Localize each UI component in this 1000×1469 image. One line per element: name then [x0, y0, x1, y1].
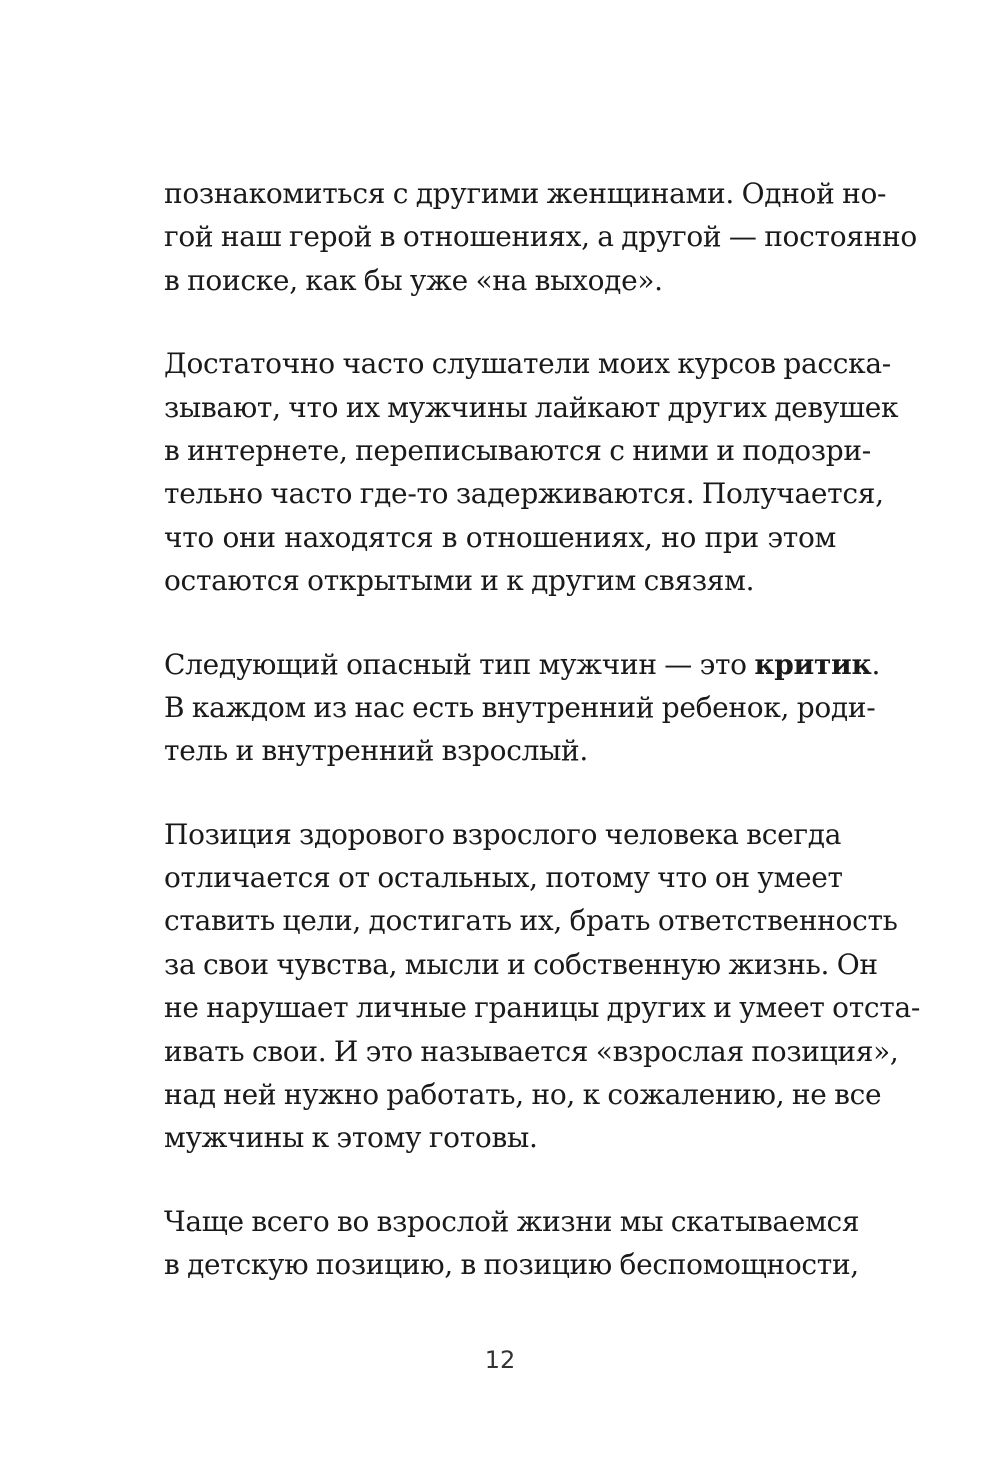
text-run: Следующий опасный тип мужчин — это — [164, 647, 755, 681]
text-line: ставить цели, достигать их, брать ответственность — [164, 904, 898, 938]
text-line: познакомиться с другими женщинами. Одной но- — [164, 177, 887, 210]
text-run: . — [871, 647, 881, 681]
text-line: Позиция здорового взрослого человека всегда — [164, 817, 842, 851]
text-line: Чаще всего во взрослой жизни мы скатываемся — [164, 1204, 860, 1238]
text-line: в интернете, переписываются с ними и подозри- — [164, 433, 871, 467]
paragraph-5 — [164, 1200, 860, 1287]
text-line: гой наш герой в отношениях, а другой — постоянно — [164, 220, 917, 254]
page-number: 12 — [484, 1346, 516, 1374]
text-line: тель и внутренний взрослый. — [164, 734, 589, 768]
text-line: не нарушает личные границы других и умеет отста- — [164, 991, 921, 1025]
text-line: отличается от остальных, потому что он умеет — [164, 861, 843, 895]
text-line: в поиске, как бы уже «на выходе». — [164, 263, 663, 297]
text-line: мужчины к этому готовы. — [164, 1121, 538, 1155]
bold-term: критик — [754, 647, 872, 681]
paragraph-2 — [164, 342, 899, 602]
paragraph-4 — [164, 813, 921, 1160]
text-line: остаются открытыми и к другим связям. — [164, 564, 755, 598]
text-line: В каждом из нас есть внутренний ребенок, роди- — [164, 690, 876, 724]
page-body — [164, 172, 921, 1327]
text-line: за свои чувства, мысли и собственную жизнь. Он — [164, 947, 878, 981]
text-line: над ней нужно работать, но, к сожалению, не все — [164, 1078, 882, 1112]
text-line: что они находятся в отношениях, но при этом — [164, 520, 836, 554]
text-line — [164, 643, 881, 686]
text-line: зывают, что их мужчины лайкают других девушек — [164, 390, 899, 424]
paragraph-1 — [164, 172, 917, 302]
paragraph-3 — [164, 643, 881, 773]
text-line: Достаточно часто слушатели моих курсов расска- — [164, 347, 891, 381]
text-line: тельно часто где-то задерживаются. Получается, — [164, 477, 884, 511]
text-line: в детскую позицию, в позицию беспомощности, — [164, 1248, 859, 1282]
text-line: ивать свои. И это называется «взрослая позиция», — [164, 1034, 899, 1068]
